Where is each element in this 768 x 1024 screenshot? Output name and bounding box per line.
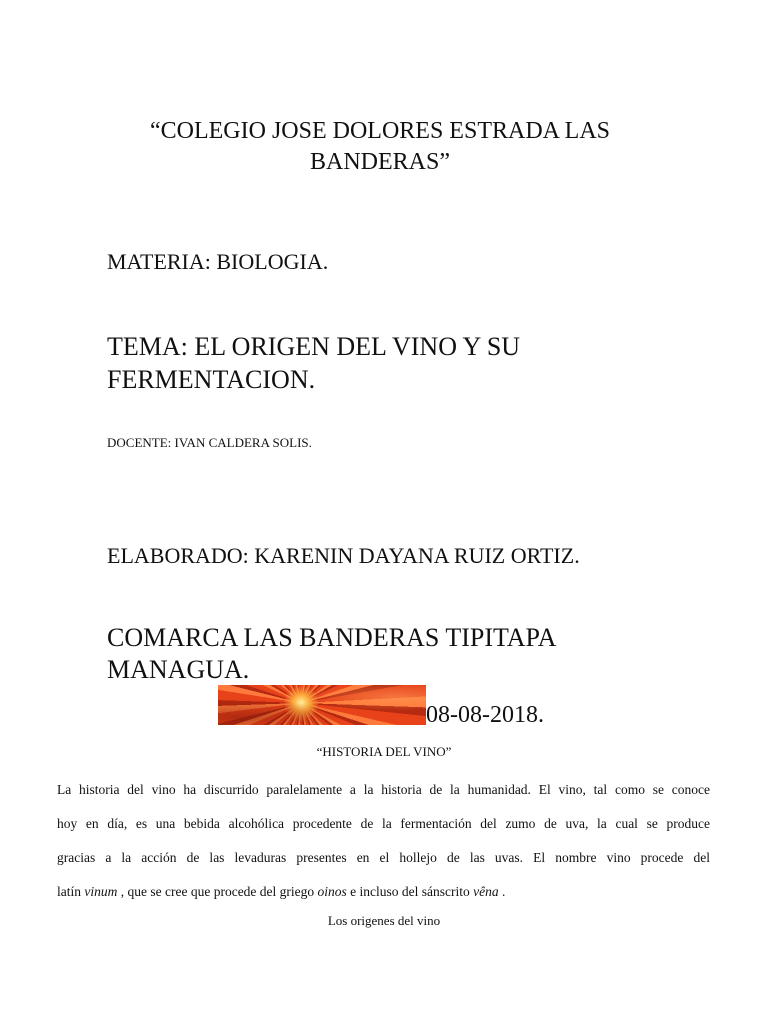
paragraph-line-4 — [57, 875, 710, 909]
line4-text-c: e incluso del sánscrito — [346, 884, 474, 899]
paragraph-line-2: hoy en día, es una bebida alcohólica procedente de la fermentación del zumo de uva, la cual se produce — [57, 816, 710, 831]
location-line-2: MANAGUA. — [107, 655, 250, 684]
history-paragraph — [57, 773, 710, 909]
topic-line-2: FERMENTACION. — [107, 365, 316, 394]
subject-line: MATERIA: BIOLOGIA. — [107, 249, 329, 274]
line4-text-a: latín — [57, 884, 85, 899]
school-title-line-1: “COLEGIO JOSE DOLORES ESTRADA LAS — [149, 118, 610, 144]
history-title: “HISTORIA DEL VINO” — [316, 744, 452, 759]
flower-image — [218, 685, 426, 725]
document-date: 08-08-2018. — [426, 702, 544, 728]
line4-text-b: , que se cree que procede del griego — [117, 884, 318, 899]
term-vinum: vinum — [84, 884, 118, 899]
origins-subtitle: Los origenes del vino — [327, 913, 441, 928]
topic-line-1: TEMA: EL ORIGEN DEL VINO Y SU — [107, 332, 521, 361]
teacher-line: DOCENTE: IVAN CALDERA SOLIS. — [107, 435, 312, 450]
location-heading — [107, 622, 667, 686]
line4-text-d: . — [498, 884, 506, 899]
school-title — [120, 116, 640, 178]
author-line: ELABORADO: KARENIN DAYANA RUIZ ORTIZ. — [107, 543, 580, 568]
paragraph-line-1: La historia del vino ha discurrido paralelamente a la historia de la humanidad. El vino, tal como se conoce — [57, 782, 710, 797]
term-vena: vêna — [473, 884, 499, 899]
location-line-1: COMARCA LAS BANDERAS TIPITAPA — [107, 623, 557, 652]
school-title-line-2: BANDERAS” — [309, 149, 450, 175]
topic-heading — [107, 330, 627, 396]
term-oinos: oinos — [317, 884, 347, 899]
paragraph-line-3: gracias a la acción de las levaduras presentes en el hollejo de las uvas. El nombre vino procede del — [57, 850, 710, 865]
